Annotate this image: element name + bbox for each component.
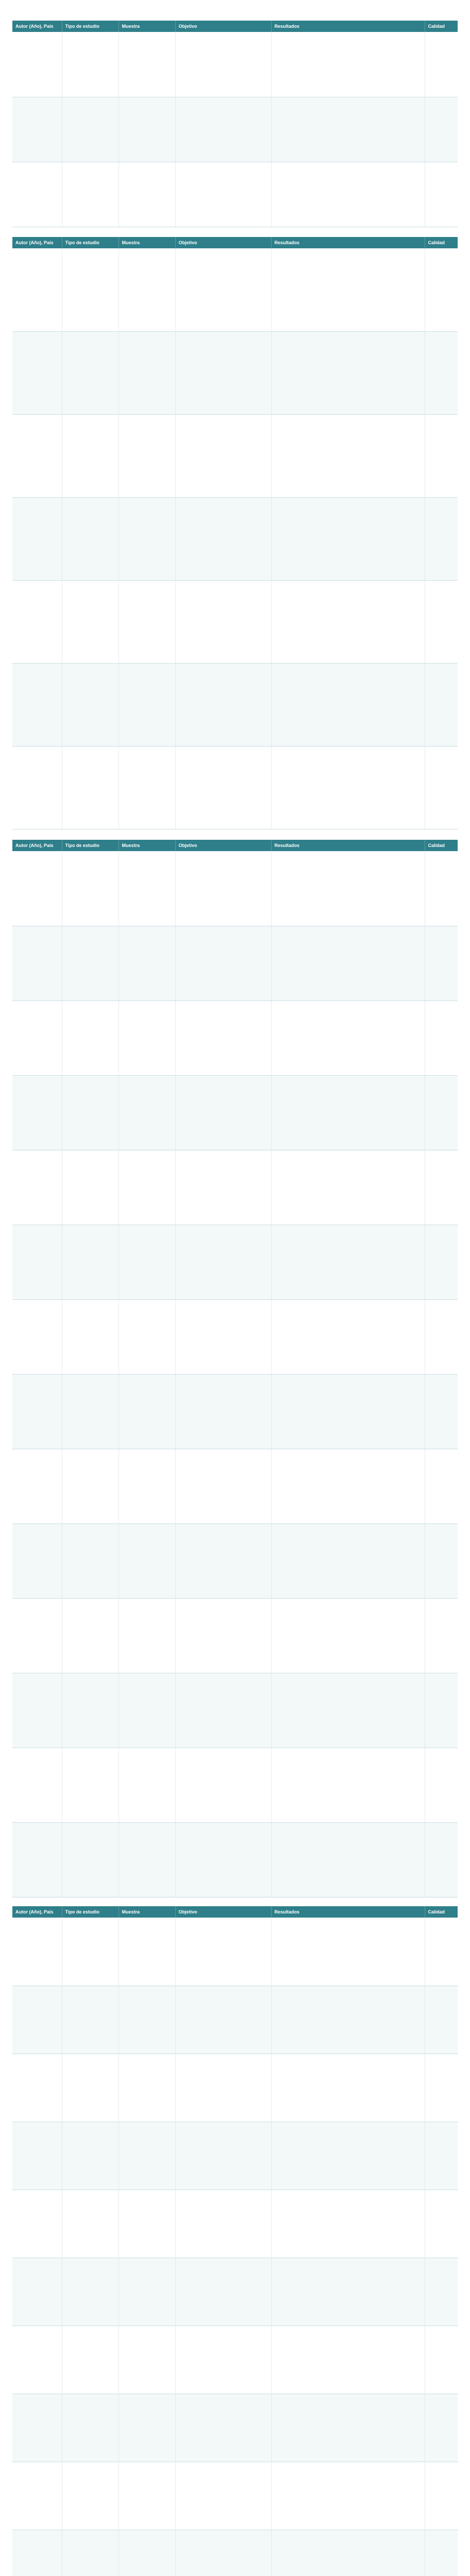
table-cell <box>62 414 119 497</box>
table-cell <box>175 32 271 97</box>
table-cell <box>62 1822 119 1897</box>
table-cell <box>119 497 175 580</box>
table-cell <box>175 1748 271 1822</box>
table-cell <box>271 2122 425 2190</box>
table-cell <box>119 2530 175 2576</box>
table-cell <box>271 1748 425 1822</box>
table-cell <box>62 1150 119 1225</box>
table-cell <box>425 497 458 580</box>
table-cell <box>175 248 271 331</box>
table-cell <box>271 663 425 746</box>
table-cell <box>175 746 271 829</box>
column-header: Muestra <box>119 840 175 851</box>
table-cell <box>119 1299 175 1374</box>
table-cell <box>12 1598 62 1673</box>
table-cell <box>62 2054 119 2122</box>
column-header: Tipo de estudio <box>62 840 119 851</box>
table-cell <box>425 32 458 97</box>
table-cell <box>425 2122 458 2190</box>
table-cell <box>425 926 458 1001</box>
table-cell <box>271 851 425 926</box>
table-cell <box>12 248 62 331</box>
table-cell <box>62 1075 119 1150</box>
table-header-row <box>12 21 458 32</box>
table-cell <box>62 1374 119 1449</box>
column-header: Resultados <box>271 1906 425 1918</box>
table-cell <box>175 1822 271 1897</box>
table-cell <box>62 97 119 162</box>
table-cell <box>62 2394 119 2462</box>
table-cell <box>271 1150 425 1225</box>
table-row <box>12 1150 458 1225</box>
table-row <box>12 1598 458 1673</box>
table-row <box>12 2258 458 2326</box>
table-cell <box>12 331 62 414</box>
table-cell <box>119 2462 175 2530</box>
table-cell <box>175 1001 271 1075</box>
table-row <box>12 1523 458 1598</box>
table-cell <box>175 1225 271 1299</box>
table-cell <box>175 580 271 663</box>
table-row <box>12 331 458 414</box>
table-row <box>12 248 458 331</box>
table-cell <box>12 414 62 497</box>
table-cell <box>425 1225 458 1299</box>
table-cell <box>12 1822 62 1897</box>
column-header: Tipo de estudio <box>62 1906 119 1918</box>
table-row <box>12 1822 458 1897</box>
table-cell <box>175 2394 271 2462</box>
table-cell <box>175 2326 271 2394</box>
table-cell <box>425 414 458 497</box>
table-caption <box>12 6 456 16</box>
table-cell <box>62 1523 119 1598</box>
table-cell <box>62 1449 119 1523</box>
column-header: Muestra <box>119 1906 175 1918</box>
table-cell <box>175 663 271 746</box>
table-cell <box>62 32 119 97</box>
table-row <box>12 2122 458 2190</box>
table-cell <box>271 1299 425 1374</box>
studies-table <box>12 21 458 227</box>
table-cell <box>271 248 425 331</box>
table-cell <box>62 580 119 663</box>
table-cell <box>271 2394 425 2462</box>
table-cell <box>271 2190 425 2258</box>
table-cell <box>175 851 271 926</box>
table-cell <box>12 926 62 1001</box>
table-cell <box>12 1748 62 1822</box>
table-cell <box>425 663 458 746</box>
table-cell <box>425 248 458 331</box>
table-row <box>12 1449 458 1523</box>
studies-table <box>12 1906 458 2576</box>
table-cell <box>119 1673 175 1748</box>
table-cell <box>12 2190 62 2258</box>
table-row <box>12 162 458 227</box>
column-header: Objetivo <box>175 21 271 32</box>
table-row <box>12 1986 458 2054</box>
table-cell <box>62 248 119 331</box>
table-cell <box>271 1001 425 1075</box>
table-cell <box>62 2530 119 2576</box>
column-header: Muestra <box>119 237 175 248</box>
table-cell <box>119 1075 175 1150</box>
table-cell <box>12 1299 62 1374</box>
table-row <box>12 2054 458 2122</box>
table-cell <box>62 331 119 414</box>
table-cell <box>175 331 271 414</box>
table-cell <box>12 2394 62 2462</box>
table-cell <box>119 926 175 1001</box>
table-cell <box>425 2462 458 2530</box>
table-cell <box>119 1150 175 1225</box>
table-cell <box>119 1918 175 1986</box>
column-header: Resultados <box>271 840 425 851</box>
table-cell <box>271 1374 425 1449</box>
table-cell <box>425 1075 458 1150</box>
table-cell <box>425 1598 458 1673</box>
column-header: Autor (Año), País <box>12 1906 62 1918</box>
table-cell <box>119 2394 175 2462</box>
table-cell <box>425 2530 458 2576</box>
table-row <box>12 1374 458 1449</box>
table-row <box>12 746 458 829</box>
table-cell <box>271 1673 425 1748</box>
table-cell <box>62 2462 119 2530</box>
table-cell <box>119 248 175 331</box>
table-cell <box>119 746 175 829</box>
table-cell <box>175 2462 271 2530</box>
table-cell <box>271 97 425 162</box>
table-cell <box>175 497 271 580</box>
table-cell <box>119 663 175 746</box>
table-cell <box>119 162 175 227</box>
table-header-row <box>12 1906 458 1918</box>
table-cell <box>271 1225 425 1299</box>
column-header: Autor (Año), País <box>12 840 62 851</box>
column-header: Tipo de estudio <box>62 237 119 248</box>
table-cell <box>425 1001 458 1075</box>
table-cell <box>62 2190 119 2258</box>
table-cell <box>62 1598 119 1673</box>
table-cell <box>119 2326 175 2394</box>
table-cell <box>271 2326 425 2394</box>
table-cell <box>425 1523 458 1598</box>
table-row <box>12 851 458 926</box>
table-cell <box>12 663 62 746</box>
table-block <box>12 237 458 831</box>
table-cell <box>12 2122 62 2190</box>
table-cell <box>425 1449 458 1523</box>
table-cell <box>271 2054 425 2122</box>
table-row <box>12 1918 458 1986</box>
table-row <box>12 32 458 97</box>
table-cell <box>175 2122 271 2190</box>
table-cell <box>12 1374 62 1449</box>
table-cell <box>271 580 425 663</box>
table-block <box>12 840 458 1899</box>
table-cell <box>12 2326 62 2394</box>
table-cell <box>62 1299 119 1374</box>
table-cell <box>425 746 458 829</box>
table-cell <box>425 2394 458 2462</box>
table-row <box>12 1075 458 1150</box>
table-cell <box>62 926 119 1001</box>
table-cell <box>62 2122 119 2190</box>
table-cell <box>271 1449 425 1523</box>
table-row <box>12 580 458 663</box>
studies-table <box>12 840 458 1897</box>
table-cell <box>12 1986 62 2054</box>
table-cell <box>12 1918 62 1986</box>
table-cell <box>425 1748 458 1822</box>
table-cell <box>119 1986 175 2054</box>
table-cell <box>271 1075 425 1150</box>
table-cell <box>12 1150 62 1225</box>
table-cell <box>425 2326 458 2394</box>
table-cell <box>175 97 271 162</box>
table-row <box>12 2462 458 2530</box>
table-row <box>12 497 458 580</box>
table-row <box>12 663 458 746</box>
table-cell <box>62 2258 119 2326</box>
column-header: Autor (Año), País <box>12 21 62 32</box>
table-cell <box>119 1374 175 1449</box>
table-cell <box>175 2530 271 2576</box>
table-cell <box>119 32 175 97</box>
studies-table <box>12 237 458 829</box>
table-cell <box>119 1822 175 1897</box>
table-row <box>12 2190 458 2258</box>
table-cell <box>175 2190 271 2258</box>
table-cell <box>119 331 175 414</box>
table-cell <box>425 1299 458 1374</box>
table-cell <box>12 1001 62 1075</box>
table-block <box>12 1906 458 2576</box>
table-cell <box>425 1918 458 1986</box>
table-cell <box>12 1075 62 1150</box>
table-cell <box>425 162 458 227</box>
table-cell <box>62 1986 119 2054</box>
table-row <box>12 1673 458 1748</box>
table-cell <box>271 331 425 414</box>
column-header: Calidad <box>425 1906 458 1918</box>
table-cell <box>119 2258 175 2326</box>
table-cell <box>175 1986 271 2054</box>
table-cell <box>12 1225 62 1299</box>
table-cell <box>119 97 175 162</box>
table-row <box>12 1225 458 1299</box>
table-cell <box>175 1918 271 1986</box>
table-cell <box>271 2530 425 2576</box>
column-header: Calidad <box>425 21 458 32</box>
table-row <box>12 1001 458 1075</box>
table-cell <box>425 1986 458 2054</box>
table-row <box>12 2394 458 2462</box>
table-cell <box>271 32 425 97</box>
table-cell <box>175 1150 271 1225</box>
table-row <box>12 1299 458 1374</box>
table-cell <box>271 1986 425 2054</box>
table-cell <box>119 1225 175 1299</box>
table-cell <box>425 97 458 162</box>
table-cell <box>175 926 271 1001</box>
table-row <box>12 97 458 162</box>
table-cell <box>425 331 458 414</box>
table-header-row <box>12 237 458 248</box>
table-cell <box>271 2462 425 2530</box>
table-cell <box>62 851 119 926</box>
table-cell <box>12 2462 62 2530</box>
table-cell <box>119 1449 175 1523</box>
table-cell <box>12 2530 62 2576</box>
column-header: Objetivo <box>175 840 271 851</box>
table-cell <box>175 1598 271 1673</box>
table-cell <box>12 1673 62 1748</box>
column-header: Tipo de estudio <box>62 21 119 32</box>
table-cell <box>175 1299 271 1374</box>
table-cell <box>175 2258 271 2326</box>
table-cell <box>271 497 425 580</box>
table-cell <box>175 1374 271 1449</box>
table-cell <box>271 2258 425 2326</box>
table-row <box>12 926 458 1001</box>
column-header: Autor (Año), País <box>12 237 62 248</box>
table-cell <box>175 1075 271 1150</box>
table-cell <box>271 1918 425 1986</box>
table-cell <box>425 580 458 663</box>
table-cell <box>119 580 175 663</box>
column-header: Resultados <box>271 21 425 32</box>
table-row <box>12 2326 458 2394</box>
table-cell <box>12 32 62 97</box>
table-cell <box>12 162 62 227</box>
column-header: Objetivo <box>175 1906 271 1918</box>
table-cell <box>62 1748 119 1822</box>
table-cell <box>62 1225 119 1299</box>
table-cell <box>119 414 175 497</box>
column-header: Objetivo <box>175 237 271 248</box>
table-cell <box>175 2054 271 2122</box>
table-cell <box>425 2190 458 2258</box>
table-cell <box>62 663 119 746</box>
table-cell <box>62 497 119 580</box>
table-cell <box>271 1598 425 1673</box>
table-cell <box>271 1523 425 1598</box>
table-cell <box>12 851 62 926</box>
table-row <box>12 2530 458 2576</box>
table-cell <box>271 162 425 227</box>
table-cell <box>119 2054 175 2122</box>
table-cell <box>62 1001 119 1075</box>
table-cell <box>425 1822 458 1897</box>
table-cell <box>12 1523 62 1598</box>
table-cell <box>175 414 271 497</box>
table-cell <box>425 1673 458 1748</box>
table-header-row <box>12 840 458 851</box>
table-cell <box>425 1374 458 1449</box>
table-cell <box>119 1598 175 1673</box>
table-cell <box>119 2122 175 2190</box>
column-header: Muestra <box>119 21 175 32</box>
table-cell <box>62 1918 119 1986</box>
table-block <box>12 21 458 227</box>
table-cell <box>12 1449 62 1523</box>
table-cell <box>119 1001 175 1075</box>
table-cell <box>12 746 62 829</box>
table-cell <box>271 746 425 829</box>
table-cell <box>425 2054 458 2122</box>
table-cell <box>62 746 119 829</box>
table-cell <box>175 1523 271 1598</box>
table-cell <box>271 926 425 1001</box>
table-cell <box>271 1822 425 1897</box>
table-cell <box>425 851 458 926</box>
column-header: Calidad <box>425 237 458 248</box>
table-cell <box>175 162 271 227</box>
table-cell <box>119 2190 175 2258</box>
column-header: Resultados <box>271 237 425 248</box>
column-header: Calidad <box>425 840 458 851</box>
table-cell <box>175 1449 271 1523</box>
table-cell <box>62 162 119 227</box>
table-cell <box>119 851 175 926</box>
table-cell <box>271 414 425 497</box>
table-row <box>12 1748 458 1822</box>
table-cell <box>175 1673 271 1748</box>
table-cell <box>12 2054 62 2122</box>
table-cell <box>425 2258 458 2326</box>
table-cell <box>119 1748 175 1822</box>
table-cell <box>12 497 62 580</box>
table-cell <box>425 1150 458 1225</box>
table-cell <box>12 97 62 162</box>
table-row <box>12 414 458 497</box>
table-cell <box>119 1523 175 1598</box>
table-cell <box>12 580 62 663</box>
table-cell <box>12 2258 62 2326</box>
table-cell <box>62 2326 119 2394</box>
table-cell <box>62 1673 119 1748</box>
